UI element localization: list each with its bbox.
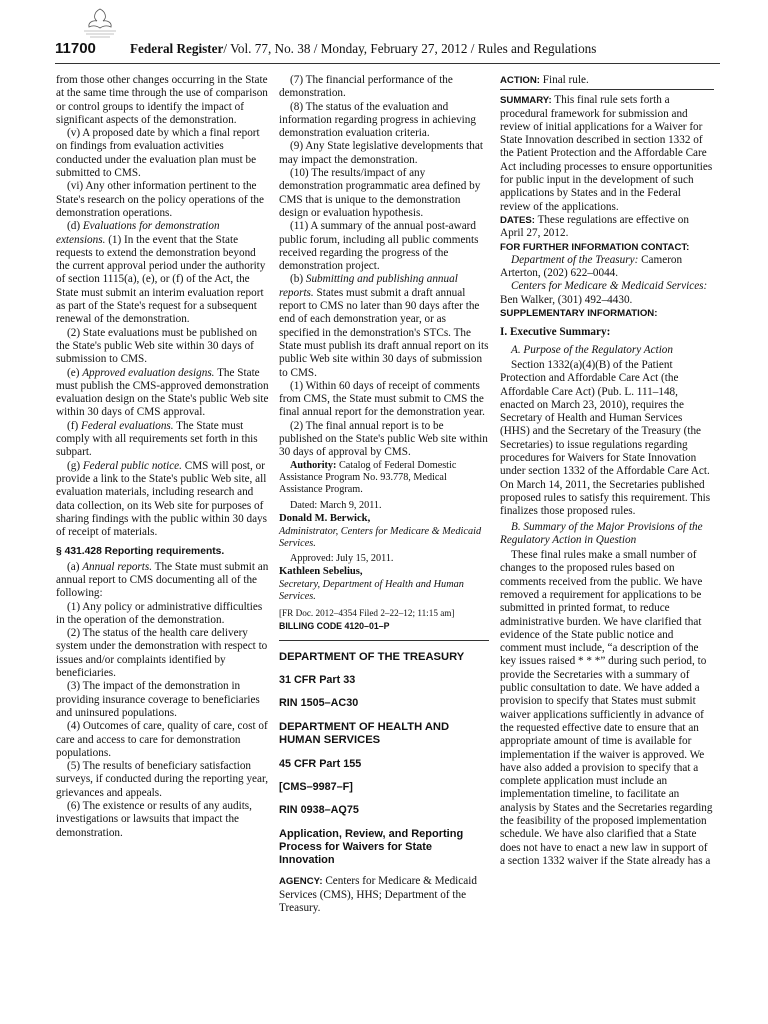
action-line: ACTION: Final rule. — [500, 74, 589, 86]
subheading: A. Purpose of the Regulatory Action — [511, 343, 673, 356]
publication-name: Federal Register — [130, 41, 224, 56]
section-title: I. Executive Summary: — [500, 326, 611, 339]
header-rule — [55, 63, 720, 64]
paragraph: (2) State evaluations must be published on the State's public Web site within 30 days of submission to CMS. — [56, 326, 258, 366]
page-header — [55, 40, 715, 62]
signer-title: Administrator, Centers for Medicare & Medicaid Services. — [279, 525, 482, 549]
column-separator — [500, 89, 714, 90]
paragraph: (v) A proposed date by which a final report on findings from evaluation activities conducted under the evaluation plan must be submitted to CMS. — [56, 127, 260, 180]
rule-title: Application, Review, and Reporting Process for Waivers for State Innovation — [279, 827, 464, 867]
paragraph: (1) Any policy or administrative difficulties in the operation of the demonstration. — [56, 600, 263, 626]
billing-code: BILLING CODE 4120–01–P — [279, 621, 390, 632]
paragraph: (11) A summary of the annual post-award public forum, including all public comments received regarding the progress of the demonstration project. — [279, 220, 479, 273]
column-3 — [500, 74, 714, 868]
cfr-part: 31 CFR Part 33 — [279, 674, 356, 687]
paragraph: (7) The financial performance of the demonstration. — [279, 74, 453, 100]
approved-line: Approved: July 15, 2011. — [290, 553, 394, 565]
paragraph: (b) Submitting and publishing annual reports. States must submit a draft annual report to CMS no later than 90 days after the end of each demonstration year, or as specified in the demonstration's STCs. The State must publish its draft annual report on its public Web site within 30 days of submission to CMS. — [279, 273, 489, 379]
signer-name: Donald M. Berwick, — [279, 513, 371, 525]
fr-doc-line: [FR Doc. 2012–4354 Filed 2–22–12; 11:15 am] — [279, 608, 455, 619]
paragraph: These final rules make a small number of changes to the proposed rules based on comments received from the public. We have removed a requirement for applications to be submitted in printed format, to reduce administrative burden. We have clarified that evidence of the State public notice and comment must include, “a description of the key issues raised * * *” during such period, to provide the Secretaries with a summary of public consultation to date. We have added a provision to specify that States must submit waiver applications sufficiently in advance of the requested effective date to ensure that an appropriate amount of time is available for implementation if the waiver is approved. We have also added a provision to specify that a complete application must include an implementation timeline, to facilitate an analysis by States and the Secretaries regarding the feasibility of the proposed implementation schedule. We have also clarified that a State does not have to enact a new law in support of a section 1332 waiver if the State already has a — [500, 549, 713, 867]
supplementary-label: SUPPLEMENTARY INFORMATION: — [500, 308, 658, 320]
authority-note: Authority: Catalog of Federal Domestic Assistance Program No. 93.778, Medical Assistance Program. — [279, 459, 457, 496]
paragraph: (10) The results/impact of any demonstration programmatic area defined by CMS that is unique to the demonstration design or evaluation hypothesis. — [279, 167, 481, 219]
paragraph: (8) The status of the evaluation and information regarding progress in achieving demonstration evaluation criteria. — [279, 100, 476, 140]
paragraph: (9) Any State legislative developments that may impact the demonstration. — [279, 140, 483, 166]
signer-name: Kathleen Sebelius, — [279, 566, 363, 578]
paragraph: (e) Approved evaluation designs. The State must publish the CMS-approved demonstration evaluation design on the State's public Web site within 30 days of CMS approval. — [56, 366, 269, 419]
paragraph: (d) Evaluations for demonstration extensions. (1) In the event that the State requests to extend the demonstration beyond the current approval period under the authority of section 1115(a), (e), or (f) of the Act, the State must submit an interim evaluation report as part of the State's request for a subsequent renewal of the demonstration. — [56, 220, 266, 326]
document-separator — [279, 640, 489, 641]
rin-number: RIN 0938–AQ75 — [279, 804, 359, 817]
summary-paragraph: SUMMARY: This final rule sets forth a procedural framework for submission and review of initial applications for a Waiver for State Innovation described in section 1332 of the Patient Protection and the Affordable Care Act including processes to ensure opportunities for public input in the development of such applications by States and in the Federal review of the applications. — [500, 94, 713, 213]
contact-label: FOR FURTHER INFORMATION CONTACT: — [500, 241, 690, 253]
paragraph: (4) Outcomes of care, quality of care, cost of care and access to care for demonstration populations. — [56, 720, 268, 759]
contact-line: Department of the Treasury: Cameron Arterton, (202) 622–0044. — [500, 253, 683, 280]
paragraph: (f) Federal evaluations. The State must comply with all requirements set forth in this subpart. — [56, 419, 258, 459]
column-2 — [279, 74, 489, 915]
dated-line: Dated: March 9, 2011. — [290, 500, 382, 512]
issue-info: / Vol. 77, No. 38 / Monday, February 27, 2012 / Rules and Regulations — [223, 41, 597, 56]
agency-line: AGENCY: Centers for Medicare & Medicaid Services (CMS), HHS; Department of the Treasury. — [279, 875, 477, 914]
paragraph: (5) The results of beneficiary satisfaction surveys, if conducted during the reporting year, grievances and appeals. — [56, 760, 269, 799]
paragraph: (a) Annual reports. The State must submit an annual report to CMS documenting all of the following: — [56, 560, 269, 600]
paragraph: (6) The existence or results of any audits, investigations or lawsuits that impact the demonstration. — [56, 800, 252, 839]
agency-heading: DEPARTMENT OF THE TREASURY — [279, 650, 465, 663]
paragraph: (g) Federal public notice. CMS will post, or provide a link to the State's public Web site, all evaluation materials, including research and data collection, on its Web site for purposes of sharing findings with the public within 30 days of receipt of materials. — [56, 459, 267, 539]
column-1 — [56, 74, 269, 840]
paragraph: (3) The impact of the demonstration in providing insurance coverage to beneficiaries and uninsured populations. — [56, 680, 260, 719]
cms-number: [CMS–9987–F] — [279, 781, 353, 794]
paragraph: Section 1332(a)(4)(B) of the Patient Protection and Affordable Care Act (the Affordable Care Act) (Pub. L. 111–148, enacted on March 23, 2010), requires the Secretary of Health and Human Services (HHS) and the Secretary of the Treasury (the Secretaries) to issue regulations regarding procedures for Waivers for State Innovation under section 1332 of the Affordable Care Act. On March 14, 2011, the Secretaries published proposed rules to satisfy this requirement. This finalizes those proposed rules. — [500, 358, 711, 518]
paragraph: from those other changes occurring in the State at the same time through the use of comparison or control groups to identify the impact of significant aspects of the demonstration. — [56, 74, 268, 126]
paragraph: (1) Within 60 days of receipt of comments from CMS, the State must submit to CMS the final annual report for the demonstration year. — [279, 379, 485, 419]
paragraph: (vi) Any other information pertinent to the State's research on the policy operations of the demonstration operations. — [56, 180, 264, 219]
gpo-authenticated-seal-icon — [80, 6, 120, 40]
contact-line: Centers for Medicare & Medicaid Services: Ben Walker, (301) 492–4430. — [500, 280, 708, 306]
page-number: 11700 — [55, 40, 96, 57]
signer-title: Secretary, Department of Health and Human Services. — [279, 578, 464, 602]
paragraph: (2) The status of the health care delivery system under the demonstration with respect to issues and/or complaints identified by beneficiaries. — [56, 627, 268, 680]
dates-line: DATES: These regulations are effective on April 27, 2012. — [500, 213, 689, 240]
running-head — [130, 41, 596, 57]
section-heading: § 431.428 Reporting requirements. — [56, 546, 225, 558]
subheading: B. Summary of the Major Provisions of the Regulatory Action in Question — [500, 520, 703, 546]
rin-number: RIN 1505–AC30 — [279, 697, 359, 710]
paragraph: (2) The final annual report is to be published on the State's public Web site within 30 days of approval by CMS. — [279, 419, 488, 459]
agency-heading: DEPARTMENT OF HEALTH AND HUMAN SERVICES — [279, 720, 450, 747]
cfr-part: 45 CFR Part 155 — [279, 757, 362, 770]
